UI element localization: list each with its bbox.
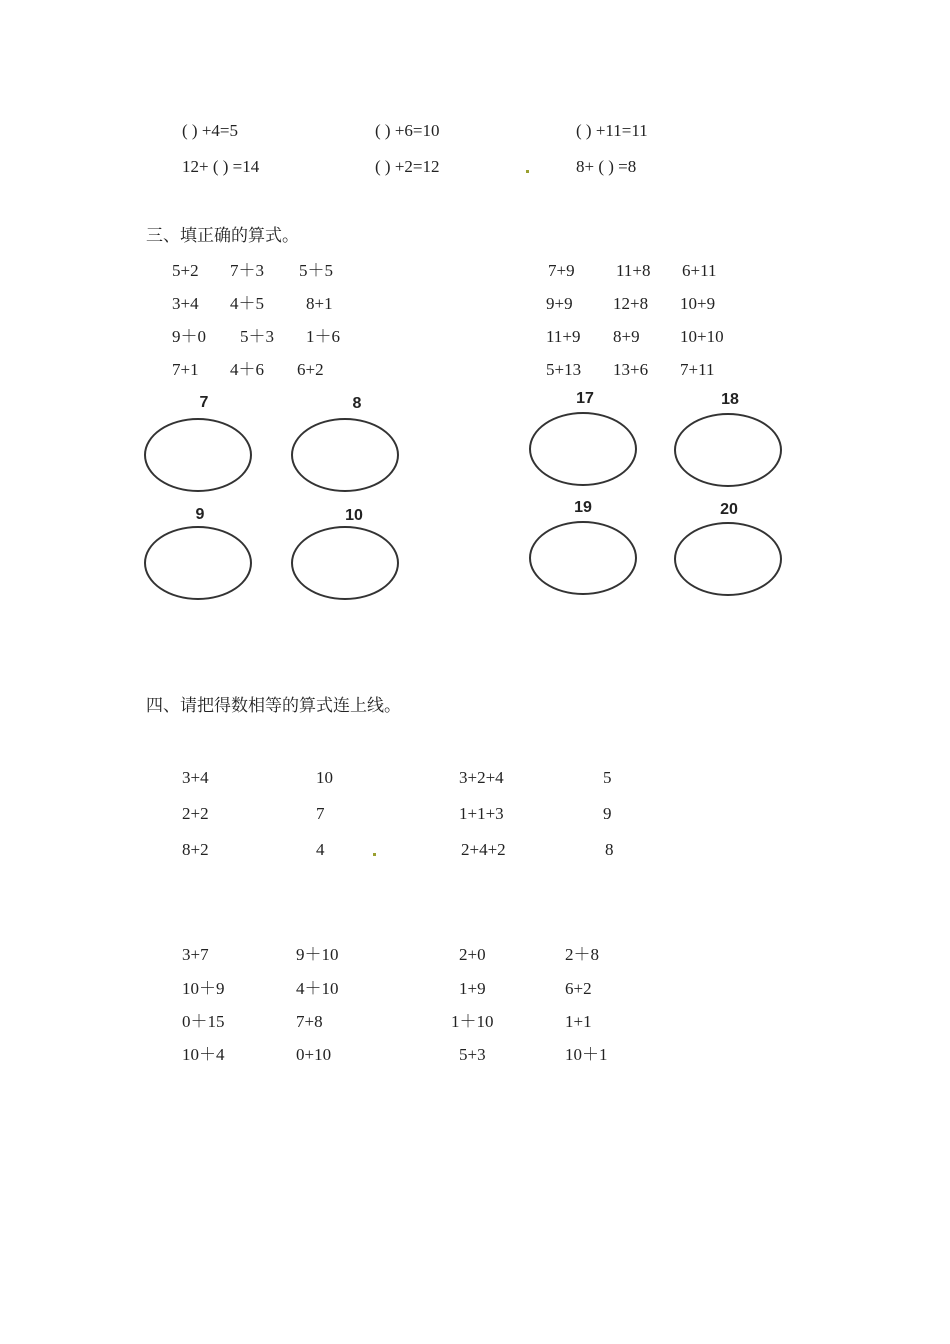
- expression: 5＋5: [299, 261, 333, 280]
- match-item[interactable]: 10＋4: [182, 1045, 225, 1064]
- match-item[interactable]: 0＋15: [182, 1012, 225, 1031]
- expression: 10+9: [680, 294, 716, 313]
- match-item[interactable]: 7+8: [296, 1012, 323, 1031]
- expression: 11+8: [616, 261, 651, 280]
- answer-circle[interactable]: [144, 526, 252, 600]
- blank-equation: ( ) +2=12: [375, 157, 440, 176]
- match-item[interactable]: 6+2: [565, 979, 592, 998]
- circle-label: 20: [720, 501, 738, 518]
- match-item[interactable]: 5+3: [459, 1045, 486, 1064]
- expression: 8+1: [306, 294, 333, 313]
- match-item[interactable]: 4＋10: [296, 979, 339, 998]
- circle-label: 7: [199, 394, 209, 411]
- answer-circle[interactable]: [674, 413, 782, 487]
- expression: 7＋3: [230, 261, 264, 280]
- match-item[interactable]: 10＋9: [182, 979, 225, 998]
- expression: 7+1: [172, 360, 199, 379]
- blank-equation: ( ) +11=11: [576, 121, 648, 140]
- expression: 5＋3: [240, 327, 274, 346]
- match-item[interactable]: 3+2+4: [459, 768, 504, 787]
- circle-label: 9: [195, 506, 205, 523]
- match-item[interactable]: 1＋10: [451, 1012, 494, 1031]
- circle-label: 18: [721, 391, 739, 408]
- answer-circle[interactable]: [291, 418, 399, 492]
- match-item[interactable]: 0+10: [296, 1045, 332, 1064]
- expression: 3+4: [172, 294, 199, 313]
- match-item[interactable]: 10: [316, 768, 333, 787]
- match-item[interactable]: 1+9: [459, 979, 486, 998]
- match-item[interactable]: 1+1+3: [459, 804, 504, 823]
- match-item[interactable]: 1+1: [565, 1012, 592, 1031]
- match-item[interactable]: 7: [316, 804, 325, 823]
- match-item[interactable]: 8: [605, 840, 614, 859]
- blank-equation: ( ) +6=10: [375, 121, 440, 140]
- expression: 1＋6: [306, 327, 340, 346]
- match-item[interactable]: 2+2: [182, 804, 209, 823]
- expression: 6+2: [297, 360, 324, 379]
- circle-label: 8: [352, 395, 362, 412]
- match-item[interactable]: 2+0: [459, 945, 486, 964]
- circle-label: 10: [345, 507, 363, 524]
- match-item[interactable]: 4: [316, 840, 325, 859]
- match-item[interactable]: 10＋1: [565, 1045, 608, 1064]
- expression: 13+6: [613, 360, 649, 379]
- expression: 11+9: [546, 327, 581, 346]
- section3-heading: 三、填正确的算式。: [146, 226, 299, 246]
- expression: 10+10: [680, 327, 724, 346]
- answer-circle[interactable]: [674, 522, 782, 596]
- match-item[interactable]: 3+7: [182, 945, 209, 964]
- expression: 5+13: [546, 360, 582, 379]
- blank-equation: 12+ ( ) =14: [182, 157, 260, 176]
- answer-circle[interactable]: [291, 526, 399, 600]
- speck: [526, 170, 529, 173]
- expression: 9+9: [546, 294, 573, 313]
- match-item[interactable]: 9＋10: [296, 945, 339, 964]
- match-item[interactable]: 2+4+2: [461, 840, 506, 859]
- answer-circle[interactable]: [144, 418, 252, 492]
- expression: 7+11: [680, 360, 715, 379]
- answer-circle[interactable]: [529, 521, 637, 595]
- expression: 12+8: [613, 294, 649, 313]
- answer-circle[interactable]: [529, 412, 637, 486]
- expression: 6+11: [682, 261, 717, 280]
- match-item[interactable]: 5: [603, 768, 612, 787]
- expression: 8+9: [613, 327, 640, 346]
- speck: [373, 853, 376, 856]
- match-item[interactable]: 2＋8: [565, 945, 599, 964]
- expression: 5+2: [172, 261, 199, 280]
- circle-label: 19: [574, 499, 592, 516]
- section4-heading: 四、请把得数相等的算式连上线。: [146, 696, 401, 716]
- expression: 9＋0: [172, 327, 206, 346]
- match-item[interactable]: 8+2: [182, 840, 209, 859]
- match-item[interactable]: 3+4: [182, 768, 209, 787]
- match-item[interactable]: 9: [603, 804, 612, 823]
- blank-equation: ( ) +4=5: [182, 121, 238, 140]
- expression: 4＋5: [230, 294, 264, 313]
- blank-equation: 8+ ( ) =8: [576, 157, 637, 176]
- circle-label: 17: [576, 390, 594, 407]
- expression: 7+9: [548, 261, 575, 280]
- expression: 4＋6: [230, 360, 264, 379]
